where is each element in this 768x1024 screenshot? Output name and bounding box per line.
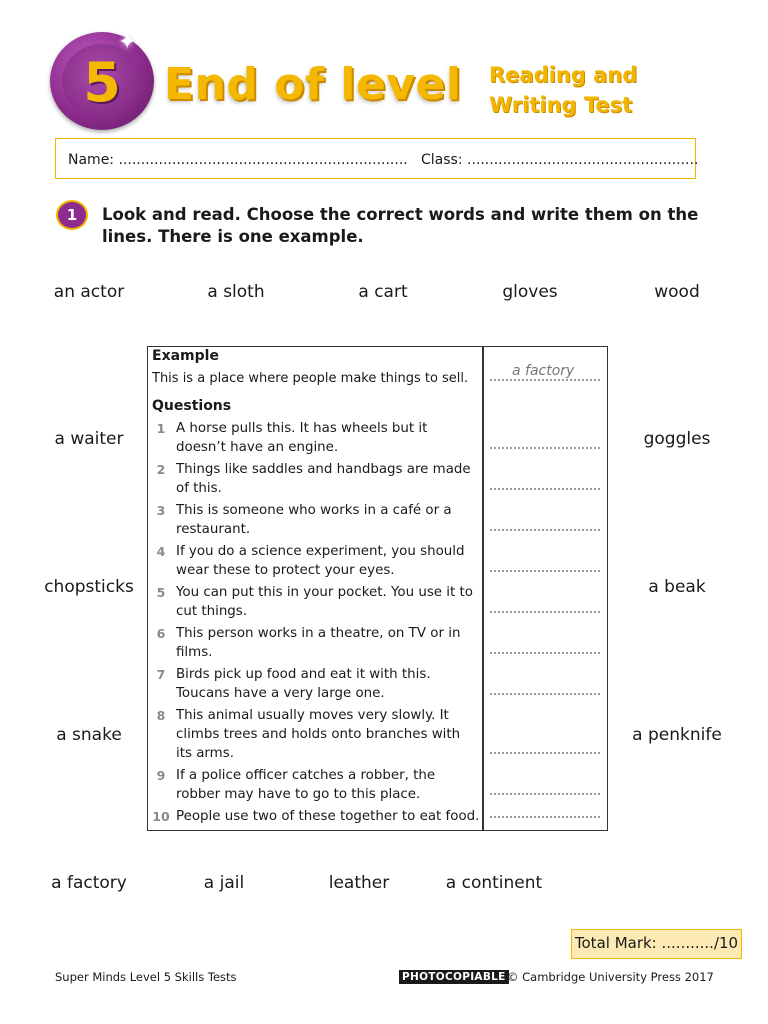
level-number: 5 [83,51,121,114]
question-text: People use two of these together to eat food. [176,809,480,824]
copyright-notice: © Cambridge University Press 2017 [507,970,714,984]
subtitle-line-1: Reading and [489,63,638,87]
question-number: 10 [152,809,170,824]
answer-line[interactable] [490,793,600,795]
word-bank-item: a cart [358,282,408,302]
example-heading: Example [152,348,219,364]
photocopiable-label: PHOTOCOPIABLE [399,970,509,984]
question-text: Birds pick up food and eat it with this. Toucans have a very large one. [176,667,431,701]
level-badge [50,32,154,130]
word-bank-item: leather [328,873,390,893]
answer-line[interactable] [490,652,600,654]
question-number: 9 [156,768,166,783]
exercise-number-badge: 1 [56,200,88,230]
word-bank-item: a sloth [207,282,265,302]
question-number: 6 [156,626,166,641]
example-answer: a factory [512,363,575,379]
test-subtitle [489,60,637,120]
name-field[interactable]: Name: ................................................................. [68,152,408,168]
answer-line[interactable] [490,752,600,754]
question-text: This animal usually moves very slowly. It climbs trees and holds onto branches with its arms. [176,708,461,761]
question-text: If you do a science experiment, you should wear these to protect your eyes. [176,544,465,578]
word-bank-item: a snake [56,725,122,745]
question-text: This person works in a theatre, on TV or in films. [176,626,461,660]
example-answer-line [490,379,600,381]
answer-line[interactable] [490,611,600,613]
question-number: 7 [156,667,166,682]
word-bank-item: a penknife [632,725,722,745]
answer-line[interactable] [490,529,600,531]
subtitle-line-2: Writing Test [489,93,633,117]
example-text: This is a place where people make things to sell. [152,371,469,386]
question-text: You can put this in your pocket. You use it to cut things. [176,585,473,619]
word-bank-item: a waiter [54,429,124,449]
level-badge-inner [62,44,142,118]
word-bank-item: a continent [445,873,543,893]
question-number: 3 [156,503,166,518]
word-bank-item: a jail [203,873,245,893]
question-number: 1 [156,421,166,436]
question-text: This is someone who works in a café or a restaurant. [176,503,452,537]
table-divider [482,346,484,831]
word-bank-item: gloves [502,282,558,302]
word-bank-item: an actor [53,282,125,302]
question-text: Things like saddles and handbags are made of this. [176,462,471,496]
answer-line[interactable] [490,570,600,572]
questions-heading: Questions [152,398,232,414]
word-bank-item: goggles [643,429,711,449]
footer-series-title: Super Minds Level 5 Skills Tests [55,970,237,984]
question-number: 5 [156,585,166,600]
page-title: End of level [164,59,462,110]
total-mark-box: Total Mark: .........../10 [571,929,742,959]
exercise-instruction: Look and read. Choose the correct words and write them on the lines. There is one example. [102,205,699,246]
question-text: If a police officer catches a robber, the robber may have to go to this place. [176,768,436,802]
word-bank-item: a factory [51,873,127,893]
answer-line[interactable] [490,488,600,490]
question-number: 2 [156,462,166,477]
answer-line[interactable] [490,693,600,695]
answer-line[interactable] [490,816,600,818]
class-field[interactable]: Class: .................................................... [421,152,699,168]
word-bank-item: a beak [648,577,706,597]
question-number: 4 [156,544,166,559]
word-bank-item: chopsticks [44,577,134,597]
question-number: 8 [156,708,166,723]
sparkle-icon: ✦ [118,30,137,55]
question-text: A horse pulls this. It has wheels but it doesn’t have an engine. [176,421,428,455]
word-bank-item: wood [654,282,700,302]
answer-line[interactable] [490,447,600,449]
